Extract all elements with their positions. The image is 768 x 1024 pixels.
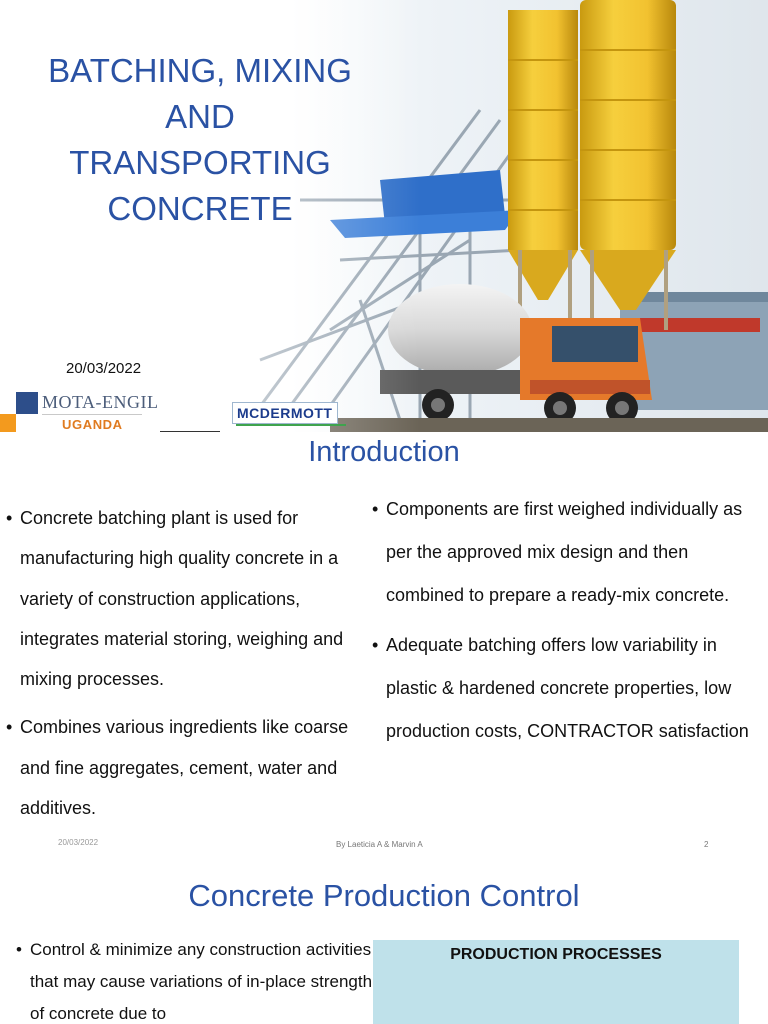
mota-engil-divider [42,414,142,415]
title-slide [0,0,768,432]
list-item: • Components are first weighed individually as per the approved mix design and then combined to prepare a ready-mix concrete. [372,488,762,617]
right-bullet-list [372,488,762,760]
box-title: PRODUCTION PROCESSES [450,946,662,963]
footer-author: By Laeticia A & Marvin A [336,840,423,849]
page-number: 2 [704,840,709,849]
slide-title: Concrete Production Control [188,878,580,913]
list-item: • Concrete batching plant is used for manufacturing high quality concrete in a variety of construction applications, integrates material storing, weighing and mixing processes. [6,498,366,699]
list-item: • Control & minimize any construction activities that may cause variations of in-place strength of concrete due to [16,934,390,1024]
slide-title: Introduction [308,436,460,468]
mota-engil-logo-square [16,392,38,414]
mota-engil-logo-square-orange [0,414,16,432]
mota-engil-logo [0,392,160,432]
mcdermott-logo-underline [236,424,346,426]
mcdermott-logo: MCDERMOTT [232,402,338,424]
introduction-slide [0,432,768,862]
production-control-slide [0,862,768,1024]
mota-engil-name: MOTA-ENGIL [42,392,159,412]
list-item: • Adequate batching offers low variability in plastic & hardened concrete properties, low production costs, CONTRACTOR satisfaction [372,624,762,753]
left-bullet-list [6,498,366,836]
presentation-date: 20/03/2022 [66,360,142,377]
presentation-title: BATCHING, MIXING AND TRANSPORTING CONCRETE [48,52,352,227]
mota-engil-subtitle: UGANDA [62,417,123,432]
production-processes-box [373,940,739,1024]
list-item: • Combines various ingredients like coarse and fine aggregates, cement, water and additives. [6,707,366,828]
footer-date: 20/03/2022 [58,838,99,847]
